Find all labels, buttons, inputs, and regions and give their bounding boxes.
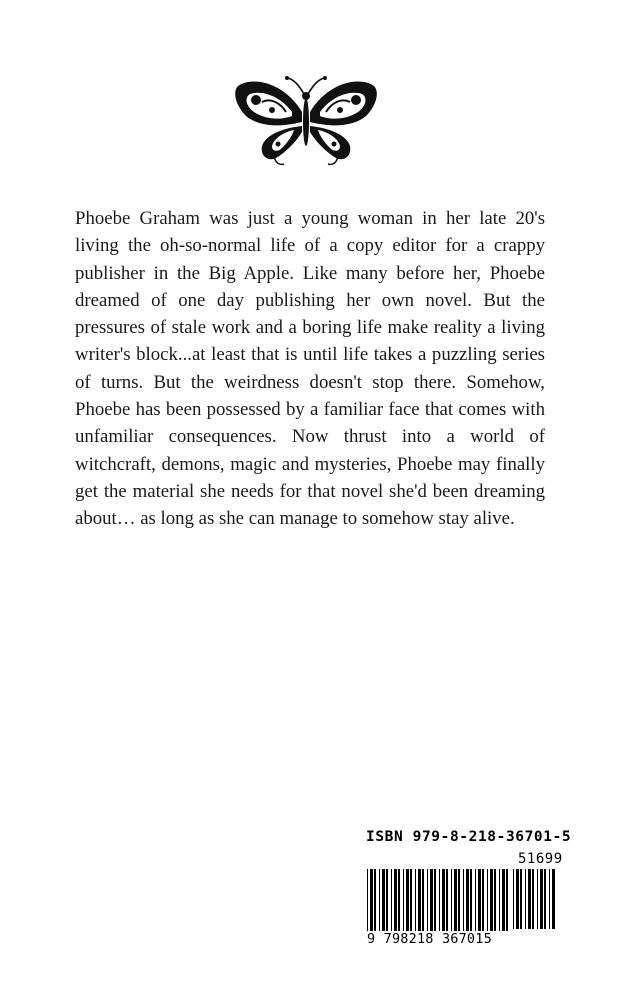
isbn-label: ISBN 979-8-218-36701-5 (366, 829, 572, 845)
back-cover-blurb: Phoebe Graham was just a young woman in her late 20's living the oh-so-normal life of a copy editor for a crappy publisher in the Big Apple. Like many before her, Phoebe dreamed of one day publishing her own novel. But the pressures of stale work and a boring life make reality a living writer's block...at least that is until life takes a puzzling series of turns. But the weirdness doesn't stop there. Somehow, Phoebe has been possessed by a familiar face that comes with unfamiliar consequences. Now thrust into a world of witchcraft, demons, magic and mysteries, Phoebe may finally get the material she needs for that novel she'd been dreaming about… as long as she can manage to somehow stay alive. (75, 208, 545, 530)
ean-digits: 9 798218 367015 (366, 931, 511, 947)
addon-barcode-bars (512, 869, 558, 947)
butterfly-icon (232, 72, 380, 168)
price-code: 51699 (518, 851, 563, 867)
isbn-barcode (366, 829, 572, 951)
butterfly-ornament (232, 72, 380, 168)
